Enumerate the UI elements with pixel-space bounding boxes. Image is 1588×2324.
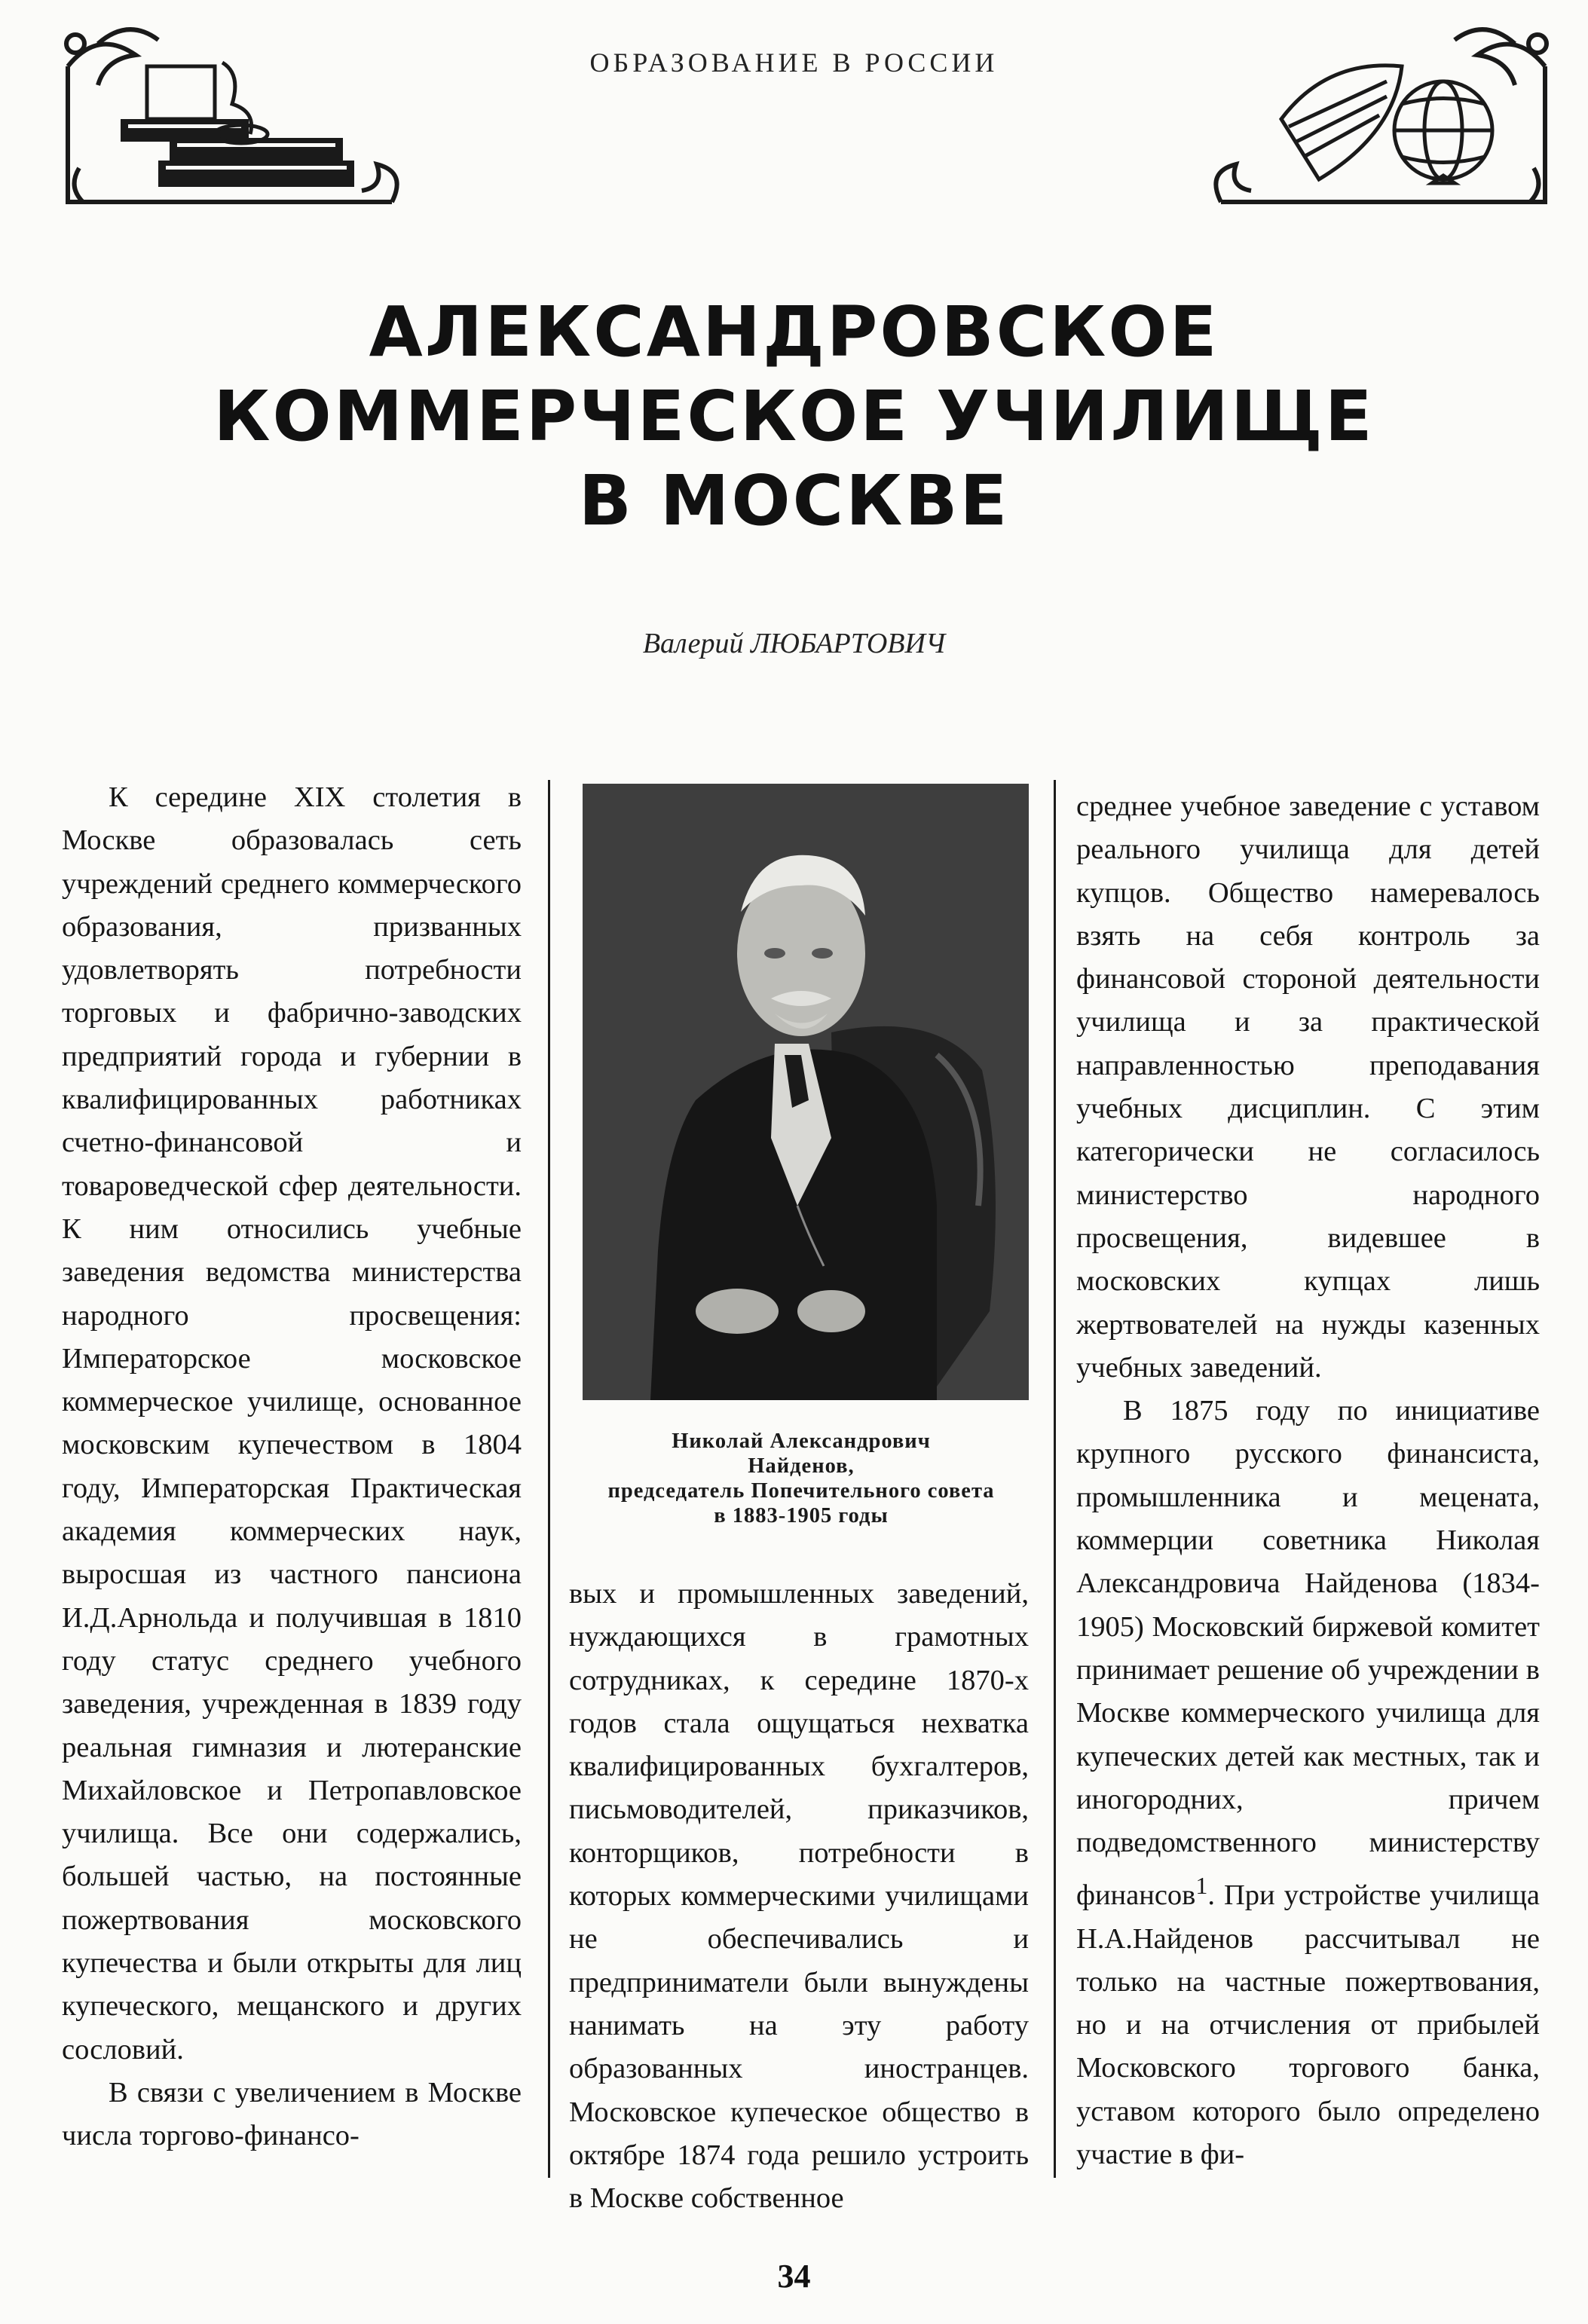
footnote-marker[interactable]: 1 <box>1195 1872 1208 1900</box>
title-line: АЛЕКСАНДРОВСКОЕ <box>369 292 1219 372</box>
caption-line: Найденов, <box>748 1454 855 1478</box>
article-author: Валерий ЛЮБАРТОВИЧ <box>642 628 946 659</box>
caption-line: председатель Попечительного совета <box>607 1479 995 1503</box>
paragraph: вых и промышленных заведений, нуждающихся в грамотных сотрудниках, к середине 1870-х годов стала ощущаться нехватка квалифицированных бухгалтеров, письмоводителей, приказчиков, конторщиков, потребности в которых коммерческими училищами не обеспечивались и предприниматели были вынуждены нанимать на эту работу образованных иностранцев. Московское купеческое общество в октябре 1874 года решило устроить в Москве собственное <box>569 1578 1029 2215</box>
text-column-1 <box>62 776 522 2178</box>
portrait-photo <box>583 784 1029 1400</box>
paragraph <box>1076 1390 1540 2176</box>
article-title <box>75 290 1513 543</box>
text-column-3 <box>1076 785 1540 2179</box>
page-number: 34 <box>777 2258 811 2295</box>
caption-line: Николай Александрович <box>672 1430 931 1453</box>
caption-line: в 1883-1905 годы <box>714 1504 889 1527</box>
scroll-globe-ornament <box>1206 14 1560 217</box>
title-line: В МОСКВЕ <box>578 460 1010 541</box>
photo-caption <box>567 1429 1036 1528</box>
text-column-2 <box>569 1573 1029 2215</box>
books-lamp-ornament <box>53 14 407 217</box>
title-line: КОММЕРЧЕСКОЕ УЧИЛИЩЕ <box>213 376 1375 457</box>
running-header: ОБРАЗОВАНИЕ В РОССИИ <box>589 47 999 78</box>
column-divider <box>548 780 550 2178</box>
paragraph: среднее учебное заведение с уставом реального училища для детей купцов. Общество намеревалось взять на себя контроль за финансовой стороной деятельности училища и за практической направленностью преподавания учебных дисциплин. С этим категорически не согласилось министерство народного просвещения, видевшее в московских купцах лишь жертвователей на нужды казенных учебных заведений. <box>1076 790 1540 1384</box>
column-divider <box>1054 780 1056 2178</box>
paragraph-text: . При устройстве училища Н.А.Найденов рассчитывал не только на частные пожертвования, но и на отчисления от прибылей Московского торгового банка, уставом которого было определено участие в фи- <box>1076 1879 1540 2171</box>
paragraph: В связи с увеличением в Москве числа торгово-финансо- <box>62 2076 522 2152</box>
paragraph: К середине XIX столетия в Москве образовалась сеть учреждений среднего коммерческого образования, призванных удовлетворять потребности торговых и фабрично-заводских предприятий города и губернии в квалифицированных работниках счетно-финансовой и товароведческой сфер деятельности. К ним относились учебные заведения ведомства министерства народного просвещения: Императорское московское коммерческое училище, основанное московским купечеством в 1804 году, Императорская Практическая академия коммерческих наук, выросшая из частного пансиона И.Д.Арнольда и получившая в 1810 году статус среднего учебного заведения, учрежденная в 1839 году реальная гимназия и лютеранские Михайловское и Петропавловское училища. Все они содержались, большей частью, на постоянные пожертвования московского купечества и были открыты для лиц купеческого, мещанского и других сословий. <box>62 781 522 2066</box>
paragraph-text: В 1875 году по инициативе крупного русского финансиста, промышленника и мецената, коммерции советника Николая Александровича Найденова (1834-1905) Московский биржевой комитет принимает решение об учреждении в Москве коммерческого училища для купеческих детей как местных, так и иногородних, причем подведомственного министерству финансов <box>1076 1395 1540 1912</box>
